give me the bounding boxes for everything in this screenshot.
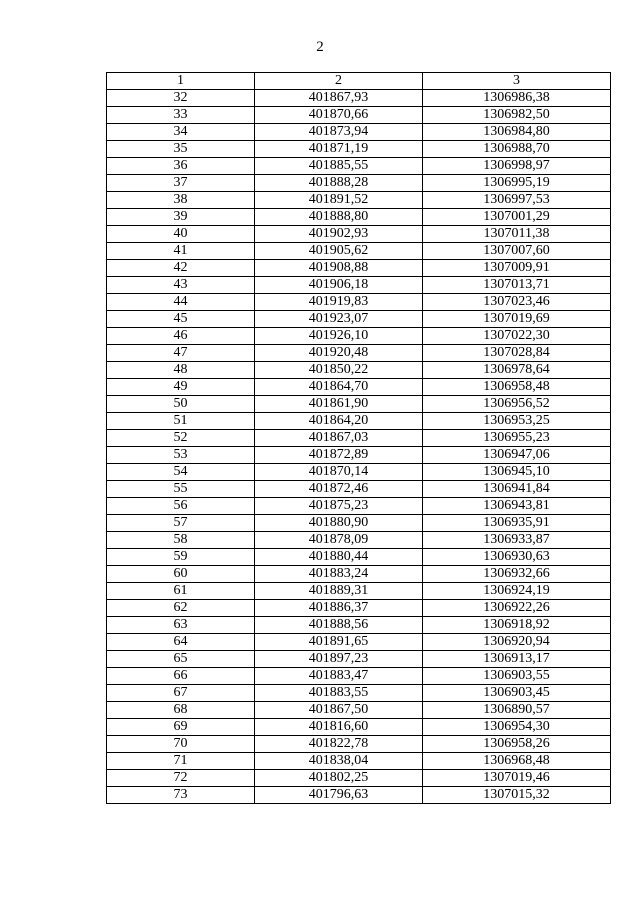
cell-point-number: 46 xyxy=(107,328,255,345)
cell-point-number: 64 xyxy=(107,634,255,651)
cell-x-coordinate: 401872,46 xyxy=(255,481,423,498)
cell-y-coordinate: 1307023,46 xyxy=(423,294,611,311)
table-row xyxy=(107,787,611,804)
cell-y-coordinate: 1307019,46 xyxy=(423,770,611,787)
table-row xyxy=(107,311,611,328)
cell-x-coordinate: 401867,03 xyxy=(255,430,423,447)
table-row xyxy=(107,158,611,175)
cell-x-coordinate: 401908,88 xyxy=(255,260,423,277)
cell-x-coordinate: 401891,52 xyxy=(255,192,423,209)
column-header-index: 1 xyxy=(107,73,255,90)
cell-x-coordinate: 401861,90 xyxy=(255,396,423,413)
table-row xyxy=(107,430,611,447)
cell-x-coordinate: 401902,93 xyxy=(255,226,423,243)
cell-x-coordinate: 401888,28 xyxy=(255,175,423,192)
table-row xyxy=(107,600,611,617)
cell-x-coordinate: 401905,62 xyxy=(255,243,423,260)
cell-y-coordinate: 1306945,10 xyxy=(423,464,611,481)
cell-y-coordinate: 1306984,80 xyxy=(423,124,611,141)
table-row xyxy=(107,107,611,124)
cell-y-coordinate: 1306954,30 xyxy=(423,719,611,736)
cell-x-coordinate: 401888,80 xyxy=(255,209,423,226)
cell-y-coordinate: 1306941,84 xyxy=(423,481,611,498)
cell-x-coordinate: 401872,89 xyxy=(255,447,423,464)
table-row xyxy=(107,396,611,413)
table-row xyxy=(107,549,611,566)
table-row xyxy=(107,260,611,277)
cell-point-number: 38 xyxy=(107,192,255,209)
page-number: 2 xyxy=(316,39,324,55)
cell-y-coordinate: 1307007,60 xyxy=(423,243,611,260)
cell-point-number: 37 xyxy=(107,175,255,192)
cell-point-number: 66 xyxy=(107,668,255,685)
table-row xyxy=(107,328,611,345)
cell-point-number: 57 xyxy=(107,515,255,532)
cell-x-coordinate: 401919,83 xyxy=(255,294,423,311)
cell-x-coordinate: 401867,50 xyxy=(255,702,423,719)
cell-point-number: 34 xyxy=(107,124,255,141)
table-row xyxy=(107,634,611,651)
cell-x-coordinate: 401873,94 xyxy=(255,124,423,141)
cell-point-number: 58 xyxy=(107,532,255,549)
table-row xyxy=(107,294,611,311)
table-row xyxy=(107,175,611,192)
cell-point-number: 47 xyxy=(107,345,255,362)
cell-point-number: 55 xyxy=(107,481,255,498)
table-row xyxy=(107,736,611,753)
cell-point-number: 52 xyxy=(107,430,255,447)
cell-x-coordinate: 401920,48 xyxy=(255,345,423,362)
cell-y-coordinate: 1306978,64 xyxy=(423,362,611,379)
cell-y-coordinate: 1306903,45 xyxy=(423,685,611,702)
cell-y-coordinate: 1307028,84 xyxy=(423,345,611,362)
cell-x-coordinate: 401870,14 xyxy=(255,464,423,481)
cell-y-coordinate: 1306958,48 xyxy=(423,379,611,396)
cell-x-coordinate: 401867,93 xyxy=(255,90,423,107)
cell-point-number: 43 xyxy=(107,277,255,294)
cell-x-coordinate: 401838,04 xyxy=(255,753,423,770)
cell-x-coordinate: 401885,55 xyxy=(255,158,423,175)
cell-point-number: 36 xyxy=(107,158,255,175)
cell-point-number: 65 xyxy=(107,651,255,668)
cell-y-coordinate: 1307013,71 xyxy=(423,277,611,294)
cell-x-coordinate: 401926,10 xyxy=(255,328,423,345)
cell-x-coordinate: 401850,22 xyxy=(255,362,423,379)
cell-point-number: 69 xyxy=(107,719,255,736)
cell-y-coordinate: 1307009,91 xyxy=(423,260,611,277)
table-row xyxy=(107,753,611,770)
cell-y-coordinate: 1306958,26 xyxy=(423,736,611,753)
cell-x-coordinate: 401870,66 xyxy=(255,107,423,124)
cell-x-coordinate: 401822,78 xyxy=(255,736,423,753)
cell-y-coordinate: 1306933,87 xyxy=(423,532,611,549)
cell-y-coordinate: 1306986,38 xyxy=(423,90,611,107)
cell-y-coordinate: 1306988,70 xyxy=(423,141,611,158)
cell-x-coordinate: 401889,31 xyxy=(255,583,423,600)
cell-point-number: 35 xyxy=(107,141,255,158)
cell-x-coordinate: 401897,23 xyxy=(255,651,423,668)
cell-y-coordinate: 1306956,52 xyxy=(423,396,611,413)
cell-y-coordinate: 1306903,55 xyxy=(423,668,611,685)
cell-y-coordinate: 1306918,92 xyxy=(423,617,611,634)
cell-x-coordinate: 401880,44 xyxy=(255,549,423,566)
table-row xyxy=(107,481,611,498)
table-row xyxy=(107,566,611,583)
column-header-y: 3 xyxy=(423,73,611,90)
cell-x-coordinate: 401871,19 xyxy=(255,141,423,158)
table-row xyxy=(107,583,611,600)
cell-y-coordinate: 1306947,06 xyxy=(423,447,611,464)
cell-x-coordinate: 401796,63 xyxy=(255,787,423,804)
cell-x-coordinate: 401864,70 xyxy=(255,379,423,396)
cell-x-coordinate: 401906,18 xyxy=(255,277,423,294)
cell-point-number: 39 xyxy=(107,209,255,226)
cell-point-number: 33 xyxy=(107,107,255,124)
table-row xyxy=(107,141,611,158)
table-row xyxy=(107,719,611,736)
cell-point-number: 45 xyxy=(107,311,255,328)
cell-point-number: 71 xyxy=(107,753,255,770)
cell-x-coordinate: 401864,20 xyxy=(255,413,423,430)
cell-y-coordinate: 1306968,48 xyxy=(423,753,611,770)
table-row xyxy=(107,464,611,481)
table-row xyxy=(107,447,611,464)
cell-point-number: 32 xyxy=(107,90,255,107)
cell-point-number: 73 xyxy=(107,787,255,804)
cell-x-coordinate: 401883,47 xyxy=(255,668,423,685)
cell-y-coordinate: 1306920,94 xyxy=(423,634,611,651)
table-row xyxy=(107,770,611,787)
cell-y-coordinate: 1306943,81 xyxy=(423,498,611,515)
table-row xyxy=(107,192,611,209)
cell-point-number: 70 xyxy=(107,736,255,753)
cell-y-coordinate: 1306935,91 xyxy=(423,515,611,532)
cell-point-number: 40 xyxy=(107,226,255,243)
cell-point-number: 54 xyxy=(107,464,255,481)
cell-y-coordinate: 1307011,38 xyxy=(423,226,611,243)
table-row xyxy=(107,209,611,226)
cell-x-coordinate: 401883,55 xyxy=(255,685,423,702)
table-row xyxy=(107,685,611,702)
cell-y-coordinate: 1306922,26 xyxy=(423,600,611,617)
table-row xyxy=(107,668,611,685)
cell-point-number: 72 xyxy=(107,770,255,787)
cell-y-coordinate: 1306890,57 xyxy=(423,702,611,719)
cell-point-number: 44 xyxy=(107,294,255,311)
coordinates-table xyxy=(106,72,611,804)
cell-x-coordinate: 401888,56 xyxy=(255,617,423,634)
cell-y-coordinate: 1306997,53 xyxy=(423,192,611,209)
cell-point-number: 61 xyxy=(107,583,255,600)
cell-y-coordinate: 1306932,66 xyxy=(423,566,611,583)
cell-y-coordinate: 1306930,63 xyxy=(423,549,611,566)
table-row xyxy=(107,362,611,379)
cell-point-number: 48 xyxy=(107,362,255,379)
cell-point-number: 53 xyxy=(107,447,255,464)
cell-point-number: 62 xyxy=(107,600,255,617)
cell-y-coordinate: 1307001,29 xyxy=(423,209,611,226)
cell-point-number: 67 xyxy=(107,685,255,702)
table-row xyxy=(107,379,611,396)
cell-y-coordinate: 1306955,23 xyxy=(423,430,611,447)
table-row xyxy=(107,617,611,634)
cell-y-coordinate: 1306982,50 xyxy=(423,107,611,124)
cell-y-coordinate: 1306998,97 xyxy=(423,158,611,175)
cell-x-coordinate: 401875,23 xyxy=(255,498,423,515)
cell-y-coordinate: 1306995,19 xyxy=(423,175,611,192)
cell-x-coordinate: 401891,65 xyxy=(255,634,423,651)
table-row xyxy=(107,243,611,260)
cell-point-number: 51 xyxy=(107,413,255,430)
cell-x-coordinate: 401878,09 xyxy=(255,532,423,549)
table-row xyxy=(107,702,611,719)
cell-y-coordinate: 1306913,17 xyxy=(423,651,611,668)
table-row xyxy=(107,345,611,362)
table-row xyxy=(107,413,611,430)
cell-y-coordinate: 1307015,32 xyxy=(423,787,611,804)
table-row xyxy=(107,651,611,668)
table-row xyxy=(107,532,611,549)
cell-point-number: 59 xyxy=(107,549,255,566)
cell-point-number: 41 xyxy=(107,243,255,260)
table-row xyxy=(107,277,611,294)
column-header-x: 2 xyxy=(255,73,423,90)
cell-y-coordinate: 1306953,25 xyxy=(423,413,611,430)
cell-point-number: 42 xyxy=(107,260,255,277)
table-row xyxy=(107,515,611,532)
cell-y-coordinate: 1307022,30 xyxy=(423,328,611,345)
cell-x-coordinate: 401816,60 xyxy=(255,719,423,736)
table-row xyxy=(107,226,611,243)
cell-x-coordinate: 401923,07 xyxy=(255,311,423,328)
cell-y-coordinate: 1307019,69 xyxy=(423,311,611,328)
cell-point-number: 49 xyxy=(107,379,255,396)
cell-point-number: 60 xyxy=(107,566,255,583)
cell-point-number: 50 xyxy=(107,396,255,413)
cell-x-coordinate: 401802,25 xyxy=(255,770,423,787)
table-body xyxy=(107,90,611,804)
table-row xyxy=(107,124,611,141)
table-row xyxy=(107,498,611,515)
cell-x-coordinate: 401883,24 xyxy=(255,566,423,583)
cell-x-coordinate: 401880,90 xyxy=(255,515,423,532)
cell-x-coordinate: 401886,37 xyxy=(255,600,423,617)
cell-point-number: 56 xyxy=(107,498,255,515)
cell-point-number: 63 xyxy=(107,617,255,634)
table-row xyxy=(107,90,611,107)
cell-y-coordinate: 1306924,19 xyxy=(423,583,611,600)
table-header-row xyxy=(107,73,611,90)
cell-point-number: 68 xyxy=(107,702,255,719)
